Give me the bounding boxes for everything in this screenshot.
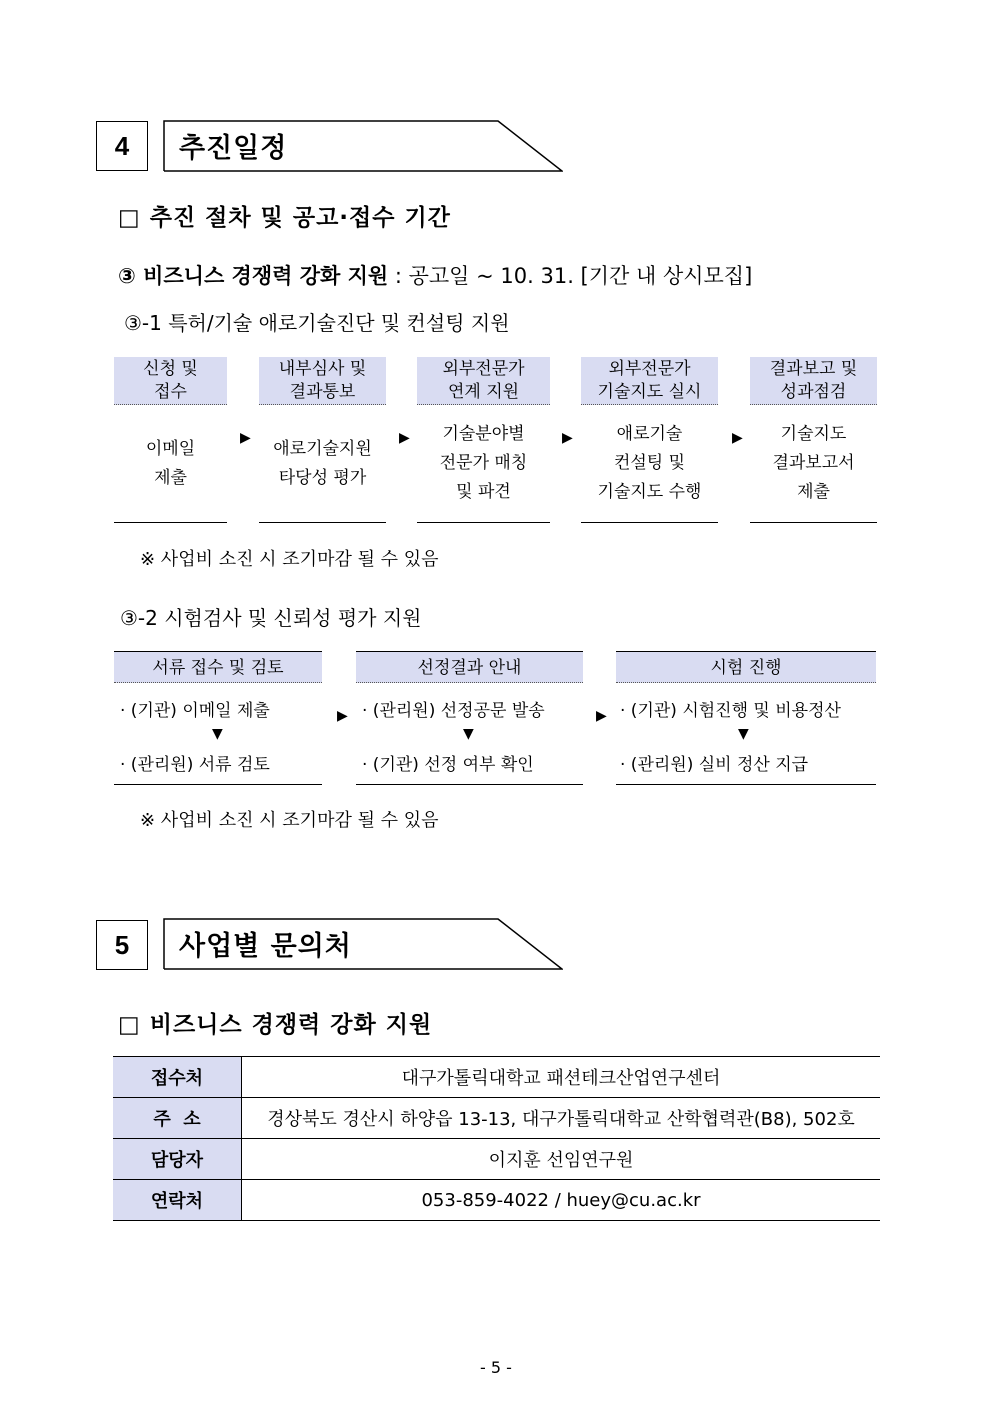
sub1-note: ※ 사업비 소진 시 조기마감 될 수 있음 <box>140 549 439 570</box>
schedule-heading: □ 추진 절차 및 공고·접수 기간 <box>118 205 451 231</box>
flow1-step-head <box>581 357 718 405</box>
table-row <box>113 1057 880 1098</box>
arrow-right-icon: ▶ <box>240 430 251 446</box>
section-number-box <box>96 920 148 970</box>
contact-label: 주 소 <box>113 1098 242 1139</box>
flow1-step-head <box>750 357 877 405</box>
step-body-line: 기술지도 수행 <box>597 482 702 502</box>
arrow-right-icon: ▶ <box>562 430 573 446</box>
contact-label: 연락처 <box>113 1180 242 1221</box>
table-row <box>113 1098 880 1139</box>
flow2-step-head: 서류 접수 및 검토 <box>114 651 322 683</box>
step-head-line: 결과보고 및 <box>769 359 858 379</box>
step-head-line: 연계 지원 <box>447 382 520 402</box>
section-number: 4 <box>114 130 130 161</box>
step-body-line: 제출 <box>797 482 830 502</box>
contact-value: 053-859-4022 / huey@cu.ac.kr <box>242 1180 881 1221</box>
contact-label: 접수처 <box>113 1057 242 1098</box>
flow1-step-head <box>259 357 386 405</box>
step-head-line: 접수 <box>154 382 187 402</box>
flow2-line: · (기관) 시험진행 및 비용정산 <box>620 701 841 721</box>
step-head-line: 신청 및 <box>143 359 198 379</box>
flow2-line: · (기관) 선정 여부 확인 <box>362 755 534 775</box>
step-body-line: 제출 <box>154 467 187 488</box>
step-body-line: 및 파견 <box>456 482 511 502</box>
sub2-note: ※ 사업비 소진 시 조기마감 될 수 있음 <box>140 810 439 831</box>
step-body-line: 전문가 매칭 <box>439 453 528 473</box>
flow2-step-head: 시험 진행 <box>616 651 876 683</box>
table-row <box>113 1180 880 1221</box>
contact-value: 대구가톨릭대학교 패션테크산업연구센터 <box>242 1057 881 1098</box>
section-number: 5 <box>114 929 130 960</box>
page-number: - 5 - <box>480 1358 512 1377</box>
step-body-line: 이메일 <box>145 438 196 459</box>
section-number-box <box>96 121 148 171</box>
contact-table <box>113 1056 880 1221</box>
item3-period: : 공고일 ~ 10. 31. [기간 내 상시모집] <box>388 264 753 288</box>
contact-heading: □ 비즈니스 경쟁력 강화 지원 <box>118 1012 433 1038</box>
arrow-down-icon: ▼ <box>738 726 749 742</box>
flow2-line: · (관리원) 실비 정산 지급 <box>620 755 809 775</box>
step-body-line: 컨설팅 및 <box>613 453 686 473</box>
sub1-title: ③-1 특허/기술 애로기술진단 및 컨설팅 지원 <box>124 311 510 335</box>
item3-label: ③ 비즈니스 경쟁력 강화 지원 <box>118 264 389 288</box>
contact-value: 이지훈 선임연구원 <box>242 1139 881 1180</box>
step-head-line: 결과통보 <box>289 382 356 402</box>
arrow-down-icon: ▼ <box>212 726 223 742</box>
contact-value: 경상북도 경산시 하양읍 13-13, 대구가톨릭대학교 산학협력관(B8), 502호 <box>242 1098 881 1139</box>
step-body-line: 결과보고서 <box>772 453 855 473</box>
item3-line <box>118 260 752 290</box>
section-title: 추진일정 <box>179 133 288 164</box>
flow1-step-body <box>114 405 227 523</box>
step-body-line: 타당성 평가 <box>278 467 367 488</box>
flow1-step-head <box>417 357 550 405</box>
arrow-right-icon: ▶ <box>399 430 410 446</box>
flow1-step-body <box>417 405 550 523</box>
section-title: 사업별 문의처 <box>179 931 352 962</box>
section-title-box <box>163 918 563 970</box>
step-head-line: 성과점검 <box>780 382 847 402</box>
arrow-right-icon: ▶ <box>732 430 743 446</box>
section-title-box <box>163 120 563 172</box>
arrow-right-icon: ▶ <box>337 708 348 724</box>
flow1-step-body <box>259 405 386 523</box>
step-head-line: 기술지도 실시 <box>597 382 702 402</box>
step-head-line: 외부전문가 <box>442 359 525 379</box>
step-body-line: 기술분야별 <box>442 424 525 444</box>
step-body-line: 애로기술지원 <box>273 438 372 459</box>
step-body-line: 애로기술 <box>616 424 683 444</box>
flow2-line: · (관리원) 서류 검토 <box>120 755 270 775</box>
arrow-down-icon: ▼ <box>463 726 474 742</box>
step-body-line: 기술지도 <box>780 424 847 444</box>
flow1-step-body <box>750 405 877 523</box>
contact-label: 담당자 <box>113 1139 242 1180</box>
step-head-line: 외부전문가 <box>608 359 691 379</box>
flow1-step-head <box>114 357 227 405</box>
arrow-right-icon: ▶ <box>596 708 607 724</box>
flow1-step-body <box>581 405 718 523</box>
flow2-line: · (관리원) 선정공문 발송 <box>362 701 545 721</box>
table-row <box>113 1139 880 1180</box>
sub2-title: ③-2 시험검사 및 신뢰성 평가 지원 <box>120 606 422 630</box>
step-head-line: 내부심사 및 <box>278 359 367 379</box>
flow2-line: · (기관) 이메일 제출 <box>120 701 270 721</box>
flow2-step-head: 선정결과 안내 <box>356 651 583 683</box>
